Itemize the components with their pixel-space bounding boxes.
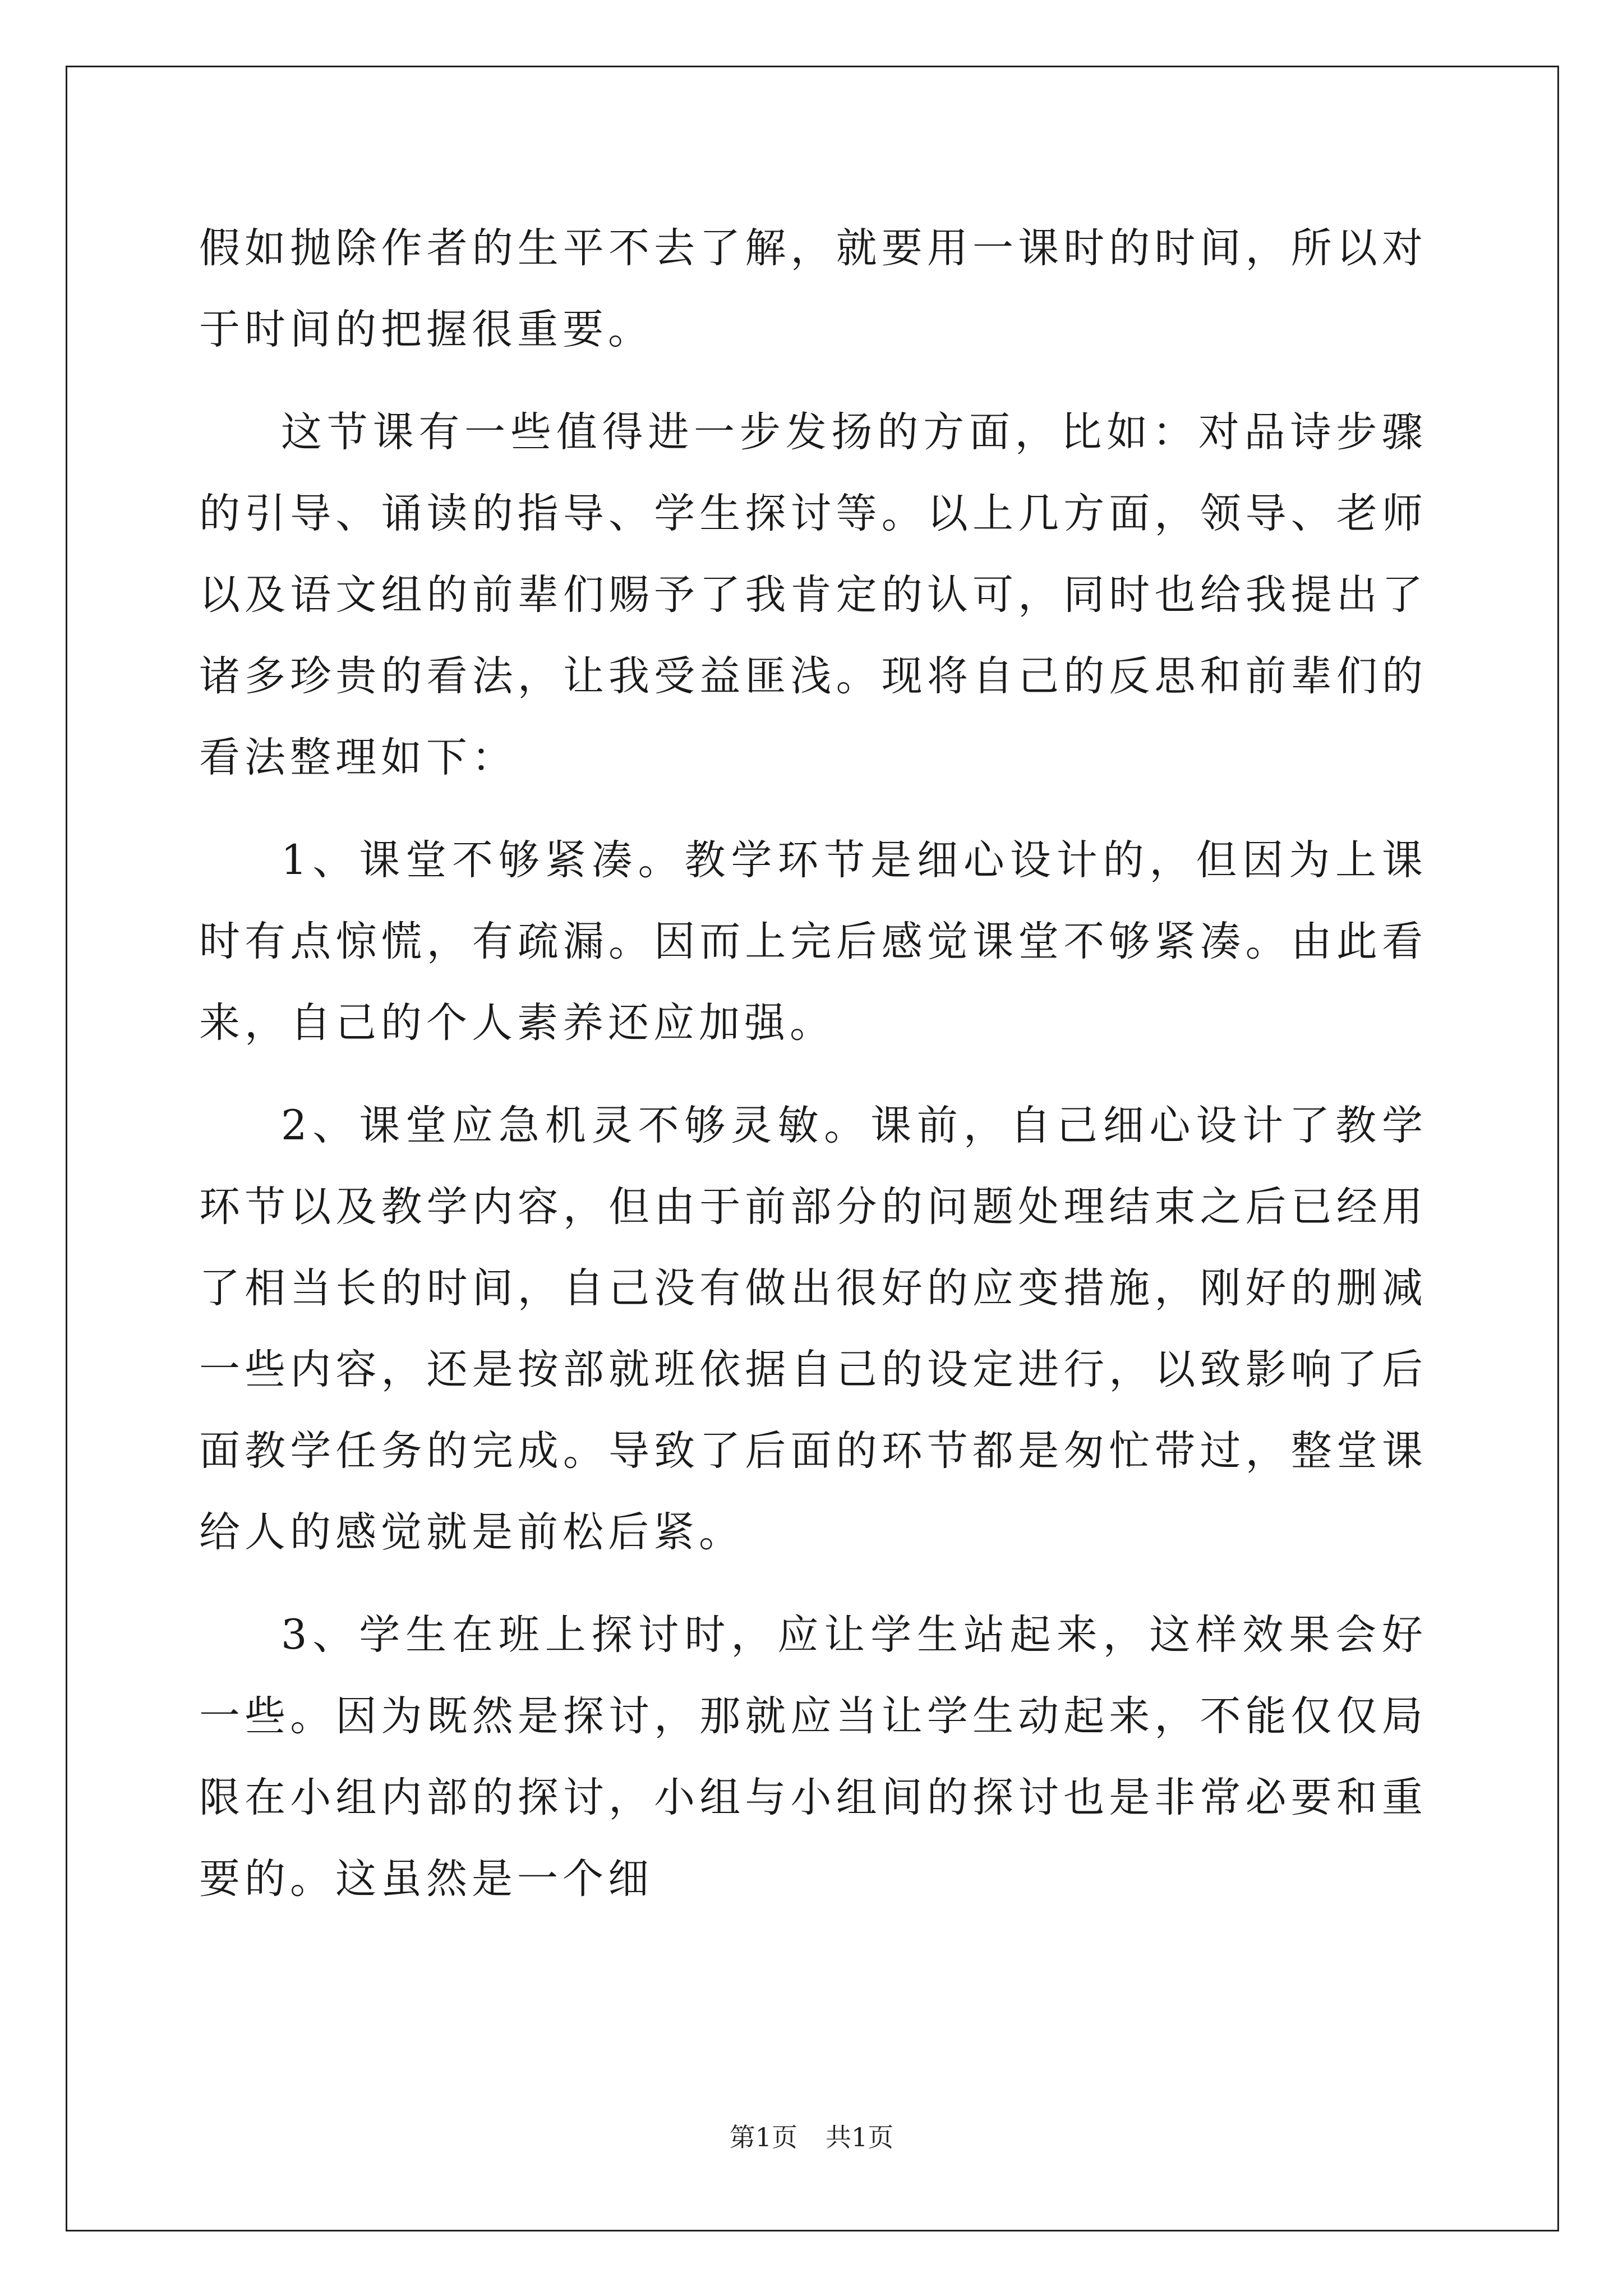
paragraph-1: 假如抛除作者的生平不去了解，就要用一课时的时间，所以对于时间的把握很重要。: [199, 224, 1427, 353]
paragraph-5: 3、学生在班上探讨时，应让学生站起来，这样效果会好一些。因为既然是探讨，那就应当让学生动起来，不能仅仅局限在小组内部的探讨，小组与小组间的探讨也是非常必要和重要的。这虽然是一个细: [199, 1611, 1427, 1903]
page-footer: [0, 2120, 1623, 2154]
page-number-total: 共1页: [826, 2122, 894, 2152]
paragraph-4: 2、课堂应急机灵不够灵敏。课前，自己细心设计了教学环节以及教学内容，但由于前部分的问题处理结束之后已经用了相当长的时间，自己没有做出很好的应变措施，刚好的删减一些内容，还是按部就班依据自己的设定进行，以致影响了后面教学任务的完成。导致了后面的环节都是匆忙带过，整堂课给人的感觉就是前松后紧。: [199, 1102, 1427, 1556]
document-body: [199, 208, 1427, 1941]
page-number-current: 第1页: [729, 2122, 797, 2152]
paragraph-2: 这节课有一些值得进一步发扬的方面，比如：对品诗步骤的引导、诵读的指导、学生探讨等。以上几方面，领导、老师以及语文组的前辈们赐予了我肯定的认可，同时也给我提出了诸多珍贵的看法，让我受益匪浅。现将自己的反思和前辈们的看法整理如下：: [199, 408, 1427, 781]
paragraph-3: 1、课堂不够紧凑。教学环节是细心设计的，但因为上课时有点惊慌，有疏漏。因而上完后感觉课堂不够紧凑。由此看来，自己的个人素养还应加强。: [199, 836, 1427, 1047]
